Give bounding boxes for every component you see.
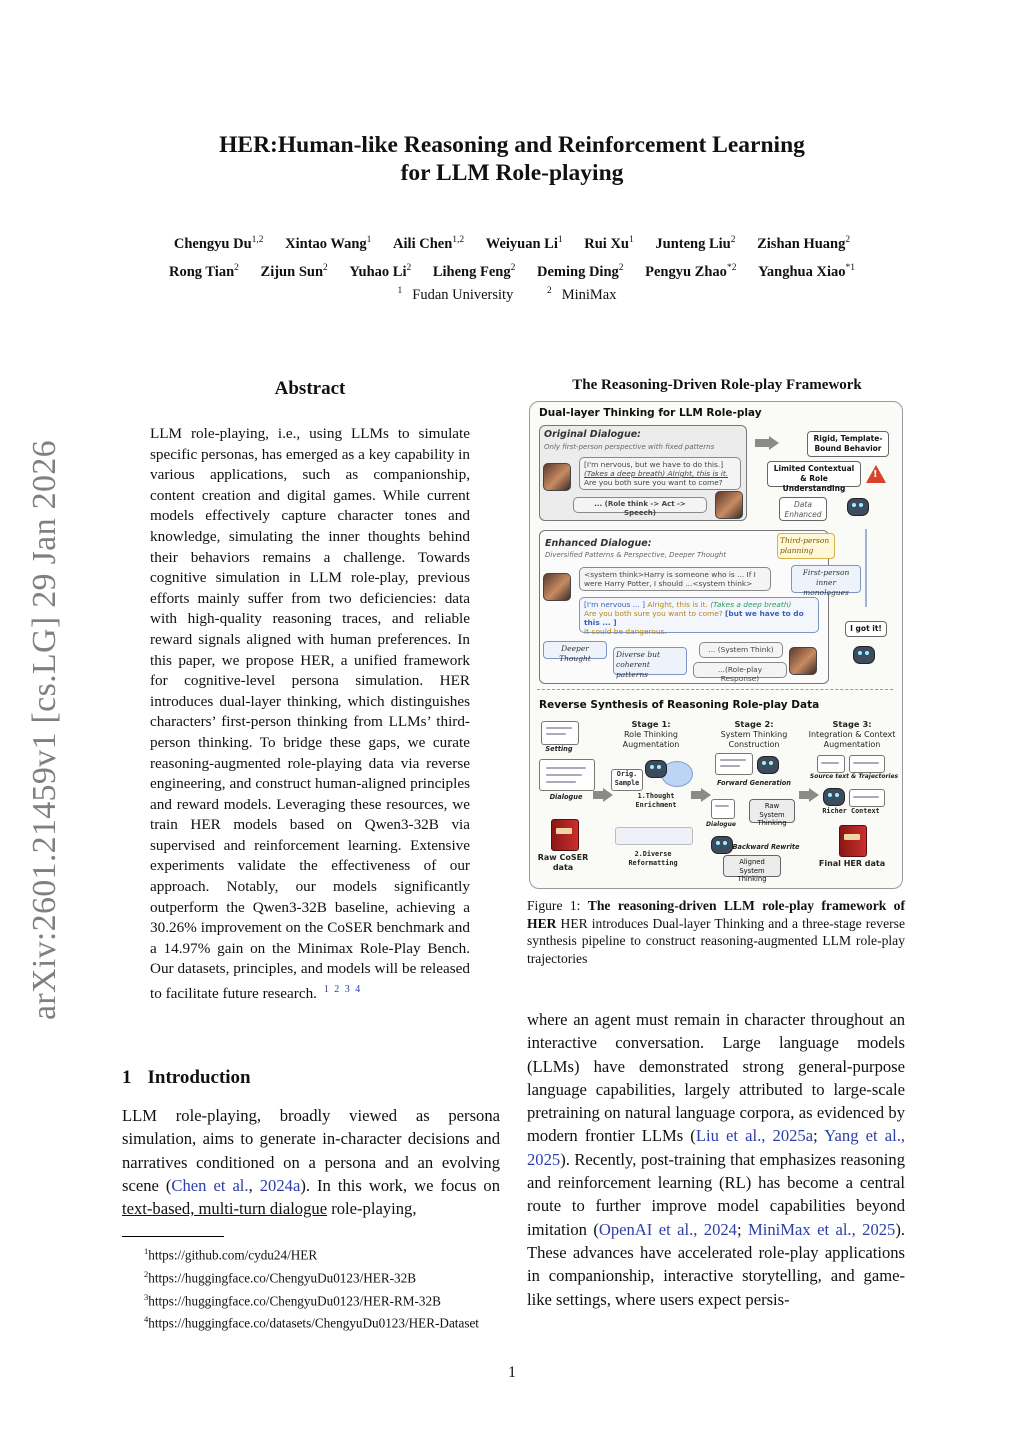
data-enhanced-label: Data Enhanced xyxy=(779,497,827,521)
author: Xintao Wang$^1$ xyxy=(285,235,372,252)
character-avatar xyxy=(543,573,571,601)
roleplay-response-tag: ...(Role-play Response) xyxy=(693,662,787,678)
backward-rewrite-label: Backward Rewrite xyxy=(732,843,800,851)
figure-title: The Reasoning-Driven Role-play Framework xyxy=(572,377,862,393)
abstract-body xyxy=(150,424,470,1005)
citation-link[interactable]: Liu et al., xyxy=(695,1126,766,1146)
figure-caption xyxy=(527,897,905,967)
framework-figure: Dual-layer Thinking for LLM Role-play Original Dialogue: Only first-person perspective with fixed patterns [I'm nervous, but we have to do this.] (Takes a deep breath) Alright, this is it. Are you both sure you want to come? ... (Role think -> Act -> Speech) Rigid, Template-Bound Behavior Limited Contextual & Role Understanding ! Data Enhanced Enhanced Dialogue: Diversified Patterns & Perspective, Deeper Thought Third-person planning First-person inner monologues <system think>Harry is someone who is ... If I were Harry Potter, I should ...<system think> [I'm nervous ... ] Alright, this is it. (Takes a deep breath) Are you both sure you want to come? [but we have to do this ... ] It could be dangerous. Deeper Thought Diverse but coherent patterns ... (System Think) ...(Role-play Response) I got it! Reverse Synthesis of Reasoning Role-play Data Setting Dialogue Raw CoSER data Stage 1: Role Thinking Augmentation Orig. Sample 1.Thought Enrichment 2.Diverse Reformatting Stage 2: System Thinking Construction Forward Generation Dialogue Raw System Thinking Backward Rewrite Aligned System Thinking Stage 3: Integration & Context Augmentation Source text & Trajectories Richer Context Final HER data xyxy=(527,399,905,891)
author: Liheng Feng$^2$ xyxy=(432,262,516,280)
diverse-reformatting-step: 2.Diverse Reformatting xyxy=(628,850,678,867)
abstract-heading: Abstract xyxy=(274,378,346,399)
citation-link[interactable]: Chen et al. xyxy=(171,1175,249,1195)
rigid-behavior-label: Rigid, Template-Bound Behavior xyxy=(807,431,889,457)
diverse-patterns-label: Diverse but coherent patterns xyxy=(613,647,687,675)
author: Zijun Sun$^2$ xyxy=(260,262,328,280)
robot-icon xyxy=(755,753,779,775)
dialogue-card-icon xyxy=(539,759,595,791)
section-title: Introduction xyxy=(147,1067,251,1088)
figure-bottom-heading: Reverse Synthesis of Reasoning Role-play Data xyxy=(539,699,820,711)
citation-link[interactable]: 2025 xyxy=(862,1219,896,1239)
figure-section-divider xyxy=(537,689,893,690)
flow-arrow-head xyxy=(809,788,819,802)
page-number: 1 xyxy=(508,1364,516,1381)
robot-icon xyxy=(821,785,845,807)
paper-title xyxy=(120,131,904,187)
third-person-label: Third-person planning xyxy=(777,533,835,559)
citation-link[interactable]: Yang et al., xyxy=(824,1126,905,1146)
underlined-phrase: text-based, multi-turn dialogue xyxy=(122,1199,328,1219)
abstract-footnote-links xyxy=(321,984,361,995)
stage-2: Stage 2: System Thinking Construction xyxy=(720,719,788,749)
first-person-label: First-person inner monologues xyxy=(791,565,861,593)
thought-enrichment-step: 1.Thought Enrichment xyxy=(635,792,677,809)
introduction-paragraph: LLM role-playing, broadly viewed as persona simulation, aims to generate in-character decisions and narratives conditioned on a persona and an evolving scene (Chen et al., 2024a). In this work, we focus on text-based, multi-turn dialogue role-playing, xyxy=(122,1106,501,1219)
citation-link[interactable]: MiniMax et al., xyxy=(747,1219,856,1239)
author: Chengyu Du$^{1,2}$ xyxy=(173,235,264,252)
footnote-link[interactable]: 4 xyxy=(355,984,361,996)
setting-card-icon xyxy=(541,721,579,745)
flow-arrow-head xyxy=(701,788,711,802)
original-dialogue-bubble: [I'm nervous, but we have to do this.] (Takes a deep breath) Alright, this is it. Are you both sure you want to come? xyxy=(579,457,741,490)
author: Pengyu Zhao$^{*2}$ xyxy=(645,262,737,280)
footnote-link[interactable]: 3 xyxy=(344,984,350,996)
caption-bold: The reasoning-driven LLM role-play framework of HER xyxy=(527,898,905,931)
citation-link[interactable]: 2025a xyxy=(772,1126,814,1146)
author: Aili Chen$^{1,2}$ xyxy=(393,235,465,252)
enhanced-dialogue-subtitle: Diversified Patterns & Perspective, Deeper Thought xyxy=(545,551,727,559)
affiliation: $^2$ MiniMax xyxy=(546,286,617,303)
raw-system-thinking-box: Raw System Thinking xyxy=(749,799,795,823)
title-line-2: for LLM Role-playing xyxy=(400,160,624,186)
author: Deming Ding$^2$ xyxy=(536,262,624,280)
deeper-thought-label: Deeper Thought xyxy=(543,641,607,659)
context-card-icon xyxy=(849,789,885,807)
footnotes xyxy=(122,1242,504,1333)
setting-card-icon xyxy=(715,753,753,775)
arxiv-identifier: arXiv:2601.21459v1 [cs.LG] 29 Jan 2026 xyxy=(26,440,63,1020)
author: Weiyuan Li$^1$ xyxy=(485,235,563,252)
dialogue-card-icon xyxy=(711,799,735,819)
citation-link[interactable]: 2024a xyxy=(259,1175,301,1195)
footnote[interactable]: $^4$https://huggingface.co/datasets/ChengyuDu0123/HER-Dataset xyxy=(144,1314,479,1331)
orig-sample-card: Orig. Sample xyxy=(611,769,643,791)
final-data-label: Final HER data xyxy=(818,859,886,868)
citation-link[interactable]: 2025 xyxy=(527,1149,561,1169)
footnote[interactable]: $^2$https://huggingface.co/ChengyuDu0123/HER-32B xyxy=(144,1268,416,1286)
source-card-icon xyxy=(817,755,845,773)
reformatting-icons xyxy=(615,827,693,845)
character-avatar xyxy=(789,647,817,675)
right-column-paragraph: where an agent must remain in character throughout an interactive conversation. Large language models (LLMs) have demonstrated strong general-purpose language capabilities, largely attributed to large-scale pretraining on natural language corpora, as evidenced by modern frontier LLMs (Liu et al., 2025a; Yang et al., 2025). Recently, post-training that emphasizes reasoning and reinforcement learning (RL) has become a central route to further improve model capabilities beyond imitation (OpenAI et al., 2024; MiniMax et al., 2025). These advances have accelerated role-play applications in companionship, interactive storytelling, and game-like settings, where users expect persis- xyxy=(527,1010,906,1309)
book-icon xyxy=(551,819,579,851)
author: Yuhao Li$^2$ xyxy=(349,262,412,280)
original-pattern-tag: ... (Role think -> Act -> Speech) xyxy=(573,497,707,513)
citation-link[interactable]: 2024 xyxy=(703,1219,737,1239)
dialogue-label: Dialogue xyxy=(549,793,583,801)
author-row-1 xyxy=(120,228,904,256)
system-think-bubble: <system think>Harry is someone who is ... If I were Harry Potter, I should ...<system think> xyxy=(579,567,771,591)
footnote-link[interactable]: 1 xyxy=(323,984,329,996)
citation-link[interactable]: OpenAI et al., xyxy=(598,1219,698,1239)
flow-line xyxy=(865,529,867,607)
author: Rui Xu$^1$ xyxy=(584,235,634,252)
richer-context-label: Richer Context xyxy=(822,807,880,815)
raw-data-label: Raw CoSER data xyxy=(537,853,589,872)
system-think-tag: ... (System Think) xyxy=(699,642,783,658)
character-avatar xyxy=(543,463,571,491)
author: Rong Tian$^2$ xyxy=(169,262,239,280)
forward-generation-label: Forward Generation xyxy=(717,779,791,787)
stage-3: Stage 3: Integration & Context Augmentation xyxy=(808,719,896,749)
aligned-system-thinking-box: Aligned System Thinking xyxy=(723,855,781,877)
setting-label: Setting xyxy=(545,745,573,753)
enhanced-response-bubble: [I'm nervous ... ] Alright, this is it. (Takes a deep breath) Are you both sure you want to come? [but we have to do this ... ] It could be dangerous. xyxy=(579,597,819,633)
book-icon xyxy=(839,825,867,857)
section-heading-introduction xyxy=(122,1067,251,1089)
trajectory-card-icon xyxy=(849,755,885,773)
author: Zishan Huang$^2$ xyxy=(757,235,851,252)
author-list xyxy=(120,228,904,284)
affiliation: $^1$ Fudan University xyxy=(397,286,514,303)
dialogue-small-label: Dialogue xyxy=(706,821,736,828)
author-row-2 xyxy=(120,256,904,284)
caption-text: HER introduces Dual-layer Thinking and a three-stage reverse synthesis pipeline to construct reasoning-augmented LLM role-play trajectories xyxy=(527,915,905,966)
robot-icon xyxy=(851,643,875,665)
limited-understanding-label: Limited Contextual & Role Understanding xyxy=(767,461,861,487)
author: Junteng Liu$^2$ xyxy=(655,235,736,252)
author: Yanghua Xiao$^{*1}$ xyxy=(758,262,855,280)
flow-arrow xyxy=(755,439,769,447)
affiliations xyxy=(120,286,904,304)
abstract-text: LLM role-playing, i.e., using LLMs to simulate specific personas, has emerged as a key capability in various applications, such as companionship, content creation and digital games. While current models effectively capture character tones and knowledge, simulating the inner thoughts behind their behaviors remains a challenge. Towards cognitive simulation in LLM role-play, previous efforts mainly suffer from two deficiencies: data with high-quality reasoning traces, and reliable reward signals aligned with human preferences. In this paper, we propose HER, a unified framework for cognitive-level persona simulation. HER introduces dual-layer thinking, which distinguishes characters’ first-person thinking from LLMs’ third-person thinking. To bridge these gaps, we curate reasoning-augmented role-playing data via reverse engineering, and construct human-aligned principles and reward models. Leveraging these resources, we train HER models based on Qwen3-32B via supervised and reinforcement learning. Extensive experiments validate the effectiveness of our approach. Notably, our models significantly outperform the Qwen3-32B baseline, achieving a 30.26% improvement on the CoSER benchmark and a 14.97% gain on the Minimax Role-Play Bench. Our datasets, principles, and models will be released to facilitate future research. xyxy=(150,425,470,1003)
original-dialogue-subtitle: Only first-person perspective with fixed patterns xyxy=(544,443,715,451)
source-text-label: Source text & Trajectories xyxy=(809,773,899,780)
character-avatar xyxy=(715,491,743,519)
section-number: 1 xyxy=(122,1067,132,1088)
title-line-1: HER:Human-like Reasoning and Reinforcement Learning xyxy=(219,132,805,158)
robot-icon xyxy=(845,495,869,517)
robot-icon xyxy=(643,757,667,779)
figure-top-heading: Dual-layer Thinking for LLM Role-play xyxy=(539,407,762,419)
footnote-link[interactable]: 2 xyxy=(334,984,340,996)
footnote[interactable]: $^3$https://huggingface.co/ChengyuDu0123/HER-RM-32B xyxy=(144,1291,441,1308)
enhanced-dialogue-title: Enhanced Dialogue: xyxy=(545,538,652,549)
original-dialogue-title: Original Dialogue: xyxy=(544,429,641,440)
caption-label: Figure 1: xyxy=(527,898,581,913)
stage-1: Stage 1: Role Thinking Augmentation xyxy=(622,719,680,749)
footnote[interactable]: $^1$https://github.com/cydu24/HER xyxy=(144,1246,318,1263)
footnote-divider xyxy=(122,1236,224,1237)
got-it-label: I got it! xyxy=(845,621,887,637)
flow-arrow-head xyxy=(769,436,779,450)
